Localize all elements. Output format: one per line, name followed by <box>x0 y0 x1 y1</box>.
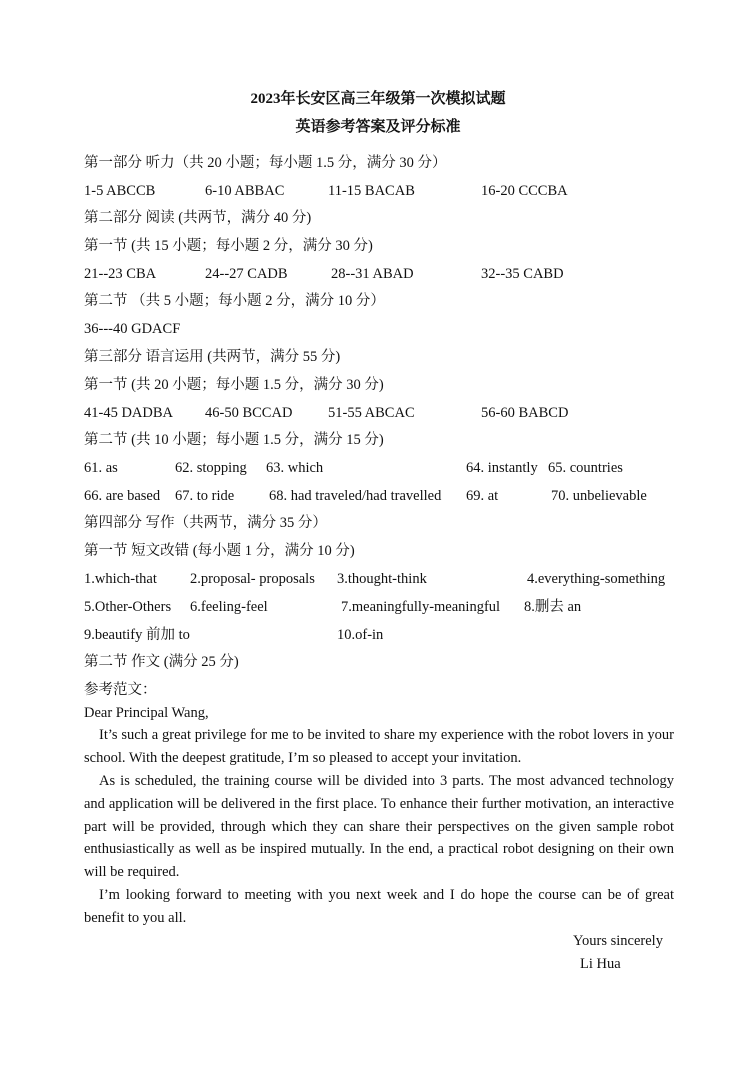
answer-group: 1-5 ABCCB <box>84 183 156 199</box>
sample-essay-label: 参考范文： <box>84 682 157 698</box>
answer-group: 16-20 CCCBA <box>481 183 568 199</box>
letter-closing: Yours sincerely <box>573 933 663 949</box>
correction-item: 2.proposal- proposals <box>190 571 315 587</box>
answer-group: 46-50 BCCAD <box>205 405 293 421</box>
letter-paragraph: As is scheduled, the training course will be divided into 3 parts. The most advanced technology and application will be delivered in the first place. To enhance their further motivation, an interactive part will be provided, through which they can share their perspectives on the given sample robot enthusiastically as well as be inspired mutually. In the end, a practical robot designing on their own will be required. <box>84 773 674 881</box>
answer-group: 21--23 CBA <box>84 266 157 282</box>
answer-group: 28--31 ABAD <box>331 266 414 282</box>
letter-signature: Li Hua <box>580 956 621 972</box>
answer-group: 32--35 CABD <box>481 266 564 282</box>
fill-answer: 70. unbelievable <box>551 488 647 504</box>
document-title: 2023年长安区高三年级第一次模拟试题 <box>250 91 506 107</box>
fill-answer: 61. as <box>84 460 118 476</box>
letter-paragraph: It’s such a great privilege for me to be invited to share my experience with the robot lovers in your school. With the deepest gratitude, I’m so pleased to accept your invitation. <box>84 727 674 766</box>
fill-answer: 63. which <box>266 460 324 476</box>
document-subtitle: 英语参考答案及评分标准 <box>295 119 461 135</box>
answer-group: 11-15 BACAB <box>328 183 415 199</box>
answer-group: 41-45 DADBA <box>84 405 174 421</box>
part1-heading: 第一部分 听力（共 20 小题；每小题 1.5 分，满分 30 分） <box>84 155 447 171</box>
part2-heading: 第二部分 阅读 (共两节，满分 40 分) <box>84 210 312 226</box>
fill-answer: 69. at <box>466 488 499 504</box>
fill-answer: 62. stopping <box>175 460 247 476</box>
correction-item: 10.of-in <box>337 627 384 643</box>
correction-item: 9.beautify 前加 to <box>84 627 190 643</box>
letter-salutation: Dear Principal Wang, <box>84 705 209 721</box>
correction-item: 5.Other-Others <box>84 599 172 615</box>
answer-group: 6-10 ABBAC <box>205 183 285 199</box>
answer-group: 51-55 ABCAC <box>328 405 415 421</box>
part4-section1-heading: 第一节 短文改错 (每小题 1 分，满分 10 分) <box>84 543 355 559</box>
part3-heading: 第三部分 语言运用 (共两节，满分 55 分) <box>84 349 341 365</box>
answer-group: 56-60 BABCD <box>481 405 569 421</box>
answer-group: 24--27 CADB <box>205 266 288 282</box>
fill-answer: 68. had traveled/had travelled <box>269 488 442 504</box>
fill-answer: 65. countries <box>548 460 623 476</box>
part2-section1-heading: 第一节 (共 15 小题；每小题 2 分，满分 30 分) <box>84 238 373 254</box>
part3-section2-heading: 第二节 (共 10 小题；每小题 1.5 分，满分 15 分) <box>84 432 384 448</box>
correction-item: 6.feeling-feel <box>190 599 268 615</box>
fill-answer: 67. to ride <box>175 488 235 504</box>
part4-heading: 第四部分 写作（共两节，满分 35 分） <box>84 515 327 531</box>
part4-section2-heading: 第二节 作文 (满分 25 分) <box>84 654 239 670</box>
correction-item: 8.删去 an <box>524 599 582 615</box>
answer-group: 36---40 GDACF <box>84 321 181 337</box>
correction-item: 1.which-that <box>84 571 157 587</box>
part2-section2-heading: 第二节 （共 5 小题；每小题 2 分，满分 10 分） <box>84 293 385 309</box>
correction-item: 3.thought-think <box>337 571 427 587</box>
fill-answer: 66. are based <box>84 488 161 504</box>
correction-item: 7.meaningfully-meaningful <box>341 599 501 615</box>
letter-paragraph: I’m looking forward to meeting with you next week and I do hope the course can be of great benefit to you all. <box>84 887 674 926</box>
correction-item: 4.everything-something <box>527 571 666 587</box>
fill-answer: 64. instantly <box>466 460 538 476</box>
part3-section1-heading: 第一节 (共 20 小题；每小题 1.5 分，满分 30 分) <box>84 377 384 393</box>
